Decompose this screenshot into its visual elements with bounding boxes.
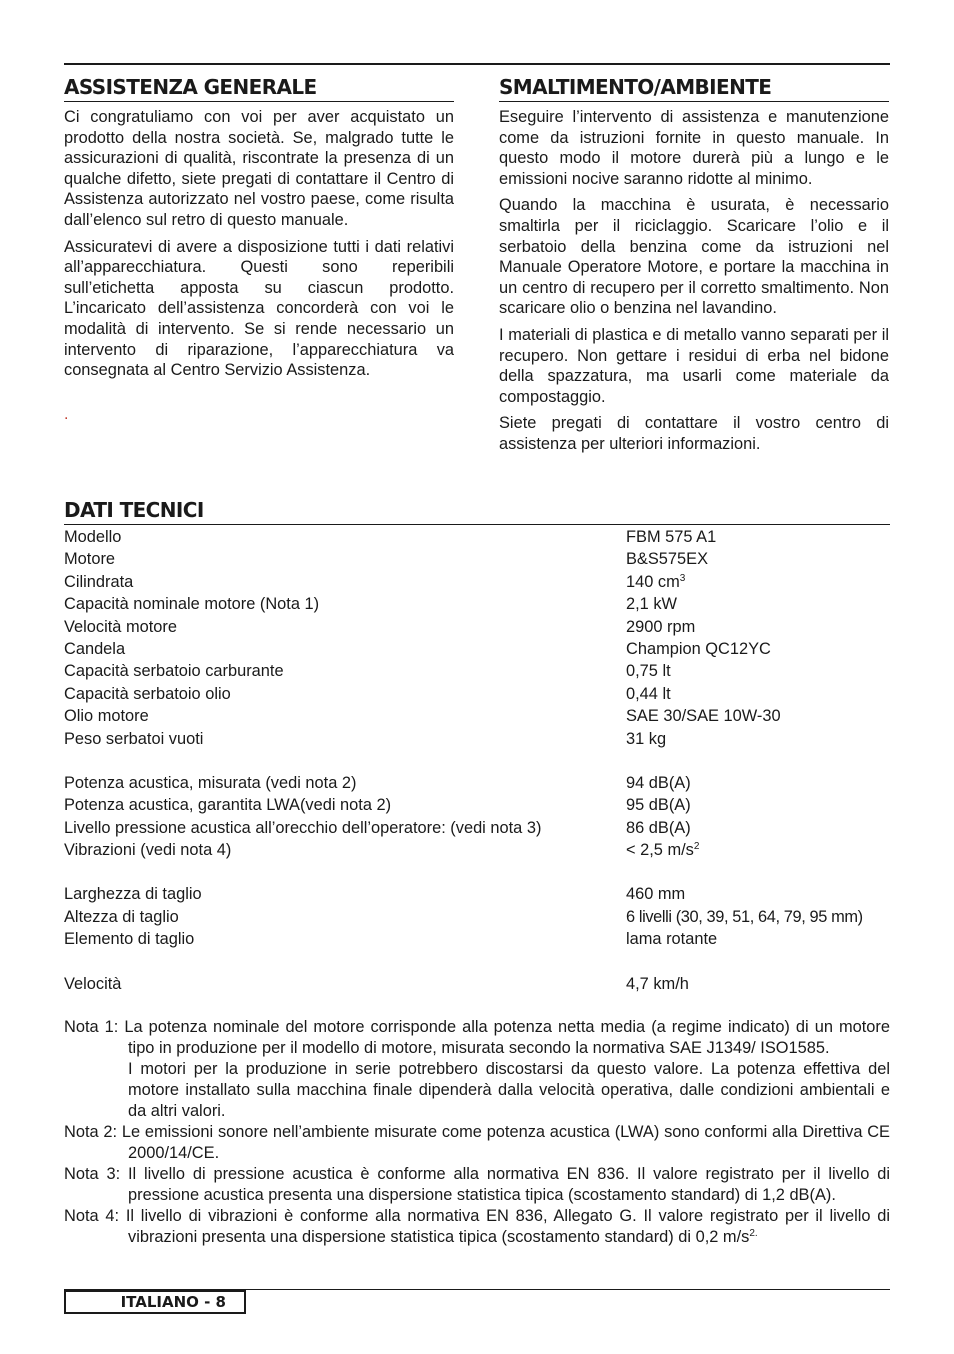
spec-value-text: 4,7 km/h <box>626 974 689 993</box>
spec-value-text: B&S575EX <box>626 550 709 569</box>
spec-value-text: 94 dB(A) <box>626 773 691 792</box>
spec-row <box>64 883 890 905</box>
spec-row <box>64 973 890 995</box>
spec-value <box>626 616 890 638</box>
notes-section <box>64 1017 890 1248</box>
spec-label: Livello pressione acustica all’orecchio dell’operatore: (vedi nota 3) <box>64 818 542 837</box>
spec-value <box>626 660 890 682</box>
spec-label: Elemento di taglio <box>64 930 195 949</box>
spec-value <box>626 705 890 727</box>
spec-row <box>64 526 890 548</box>
spec-row <box>64 660 890 682</box>
spec-value <box>626 638 890 660</box>
spec-label: Cilindrata <box>64 572 134 591</box>
spec-row <box>64 728 890 750</box>
smaltimento-title: SMALTIMENTO/AMBIENTE <box>499 74 889 102</box>
spec-value <box>626 548 890 570</box>
spec-row <box>64 638 890 660</box>
spec-value-text: 95 dB(A) <box>626 796 691 815</box>
dati-tecnici-section <box>64 497 890 995</box>
spec-label: Olio motore <box>64 707 149 726</box>
spec-value <box>626 817 890 839</box>
spec-value <box>626 571 890 593</box>
note-4-sup: 2. <box>749 1228 758 1239</box>
spec-label: Potenza acustica, misurata (vedi nota 2) <box>64 773 357 792</box>
spec-label: Velocità <box>64 974 122 993</box>
spec-value <box>626 928 890 950</box>
spec-row <box>64 817 890 839</box>
spec-value-text: 140 cm <box>626 572 680 591</box>
spec-group-noise <box>64 772 890 862</box>
spec-label: Candela <box>64 639 126 658</box>
spec-label: Vibrazioni (vedi nota 4) <box>64 841 232 860</box>
smaltimento-paragraph-2: Quando la macchina è usurata, è necessario smaltirla per il riciclaggio. Scaricare l’olio e il serbatoio della benzina come da istruzioni nel Manuale Operatore Motore, e portare la macchina in un centro di recupero per il corretto smaltimento. Non scaricare olio o benzina nel lavandino. <box>499 196 889 318</box>
spec-row <box>64 928 890 950</box>
note-1: Nota 1: La potenza nominale del motore corrisponde alla potenza netta media (a regime indicato) di un motore tipo in produzione per il modello di motore, misurata secondo la normativa SAE J1349/ ISO1585. <box>64 1018 890 1057</box>
spec-list <box>64 526 890 995</box>
spec-value <box>626 683 890 705</box>
note-1-continued: I motori per la produzione in serie potrebbero discostarsi da questo valore. La potenza effettiva del motore installato sulla macchina finale dipenderà dalla velocità operativa, dalle condizioni ambientali e da altri valori. <box>128 1060 890 1120</box>
spec-value <box>626 526 890 548</box>
spec-row <box>64 616 890 638</box>
assistenza-paragraph-1: Ci congratuliamo con voi per aver acquistato un prodotto della nostra società. Se, malgrado tutte le assicurazioni di qualità, riscontrate la presenza di un qualche difetto, siete pregati di contattare il Centro di Assistenza autorizzato nel vostro paese, come risulta dall’elenco sul retro di questo manuale. <box>64 108 454 229</box>
spec-group-cutting <box>64 883 890 950</box>
spec-row <box>64 906 890 928</box>
spec-group-engine <box>64 526 890 750</box>
spec-value-text: 31 kg <box>626 729 667 748</box>
spec-value <box>626 794 890 816</box>
spec-value-text: 86 dB(A) <box>626 818 691 837</box>
spec-value-text: FBM 575 A1 <box>626 528 717 546</box>
smaltimento-paragraph-1: Eseguire l’intervento di assistenza e manutenzione come da istruzioni fornite in questo manuale. In questo modo il motore durerà più a lungo e le emissioni nocive saranno ridotte al minimo. <box>499 108 889 188</box>
spec-value <box>626 906 890 928</box>
smaltimento-paragraph-4: Siete pregati di contattare il vostro centro di assistenza per ulteriori informazioni. <box>499 414 889 453</box>
assistenza-section <box>64 74 454 387</box>
spec-label: Motore <box>64 550 116 569</box>
spec-label: Potenza acustica, garantita LWA(vedi nota 2) <box>64 796 392 815</box>
spec-value-text: < 2,5 m/s <box>626 841 694 860</box>
spec-row <box>64 548 890 570</box>
spec-label: Altezza di taglio <box>64 907 179 926</box>
assistenza-paragraph-2: Assicuratevi di avere a disposizione tutti i dati relativi all’apparecchiatura. Questi sono reperibili sull’etichetta apposta su ciascun prodotto. L’incaricato dell’assistenza concorderà con voi le modalità di intervento. Se si rende necessario un intervento di riparazione, l’apparecchiatura va consegnata al Centro Servizio Assistenza. <box>64 237 454 380</box>
dati-tecnici-title: DATI TECNICI <box>64 497 890 525</box>
spec-value <box>626 593 890 615</box>
smaltimento-section <box>499 74 889 461</box>
spec-value <box>626 973 890 995</box>
spec-value-sup: 3 <box>679 572 686 584</box>
note-4-text: Nota 4: Il livello di vibrazioni è conforme alla normativa EN 836, Allegato G. Il valore registrato per il livello di vibrazioni presenta una dispersione statistica tipica (scostamento standard) di 0,2 m/s <box>64 1207 890 1246</box>
spec-row <box>64 772 890 794</box>
spec-value-text: 2,1 kW <box>626 595 678 614</box>
spec-group-speed <box>64 973 890 995</box>
spec-value-text: 0,75 lt <box>626 662 671 681</box>
spec-row <box>64 593 890 615</box>
spec-label: Capacità serbatoio olio <box>64 684 231 703</box>
spec-value <box>626 772 890 794</box>
spec-value-text: 6 livelli (30, 39, 51, 64, 79, 95 mm) <box>626 907 863 926</box>
spec-label: Modello <box>64 528 122 546</box>
spec-label: Larghezza di taglio <box>64 885 202 904</box>
page-footer: ITALIANO - 8 <box>64 1290 246 1314</box>
spec-value-text: 2900 rpm <box>626 617 696 636</box>
spec-value <box>626 839 890 861</box>
spec-value-text: 0,44 lt <box>626 684 671 703</box>
spec-row <box>64 794 890 816</box>
spec-value-text: 460 mm <box>626 885 686 904</box>
spec-value <box>626 728 890 750</box>
spec-value-sup: 2 <box>693 841 700 853</box>
spec-row <box>64 571 890 593</box>
spec-row <box>64 839 890 861</box>
assistenza-title: ASSISTENZA GENERALE <box>64 74 454 102</box>
spec-value-text: SAE 30/SAE 10W-30 <box>626 707 781 726</box>
spec-label: Capacità serbatoio carburante <box>64 662 284 681</box>
spec-label: Peso serbatoi vuoti <box>64 729 204 748</box>
spec-row <box>64 683 890 705</box>
spec-value <box>626 883 890 905</box>
spec-label: Capacità nominale motore (Nota 1) <box>64 595 320 614</box>
spec-label: Velocità motore <box>64 617 177 636</box>
spec-value-text: lama rotante <box>626 930 718 949</box>
spec-value-text: Champion QC12YC <box>626 639 771 658</box>
smaltimento-paragraph-3: I materiali di plastica e di metallo vanno separati per il recupero. Non gettare i residui di erba nel bidone della spazzatura, ma usarli come materiale da compostaggio. <box>499 325 889 406</box>
spec-row <box>64 705 890 727</box>
top-rule <box>64 63 890 65</box>
stray-dot: . <box>64 406 69 423</box>
note-2: Nota 2: Le emissioni sonore nell’ambiente misurate come potenza acustica (LWA) sono conformi alla Direttiva CE 2000/14/CE. <box>64 1123 890 1162</box>
note-4 <box>64 1206 890 1248</box>
note-3: Nota 3: Il livello di pressione acustica è conforme alla normativa EN 836. Il valore registrato per il livello di pressione acustica presenta una dispersione statistica tipica (scostamento standard) di 1,2 dB(A). <box>64 1165 890 1204</box>
